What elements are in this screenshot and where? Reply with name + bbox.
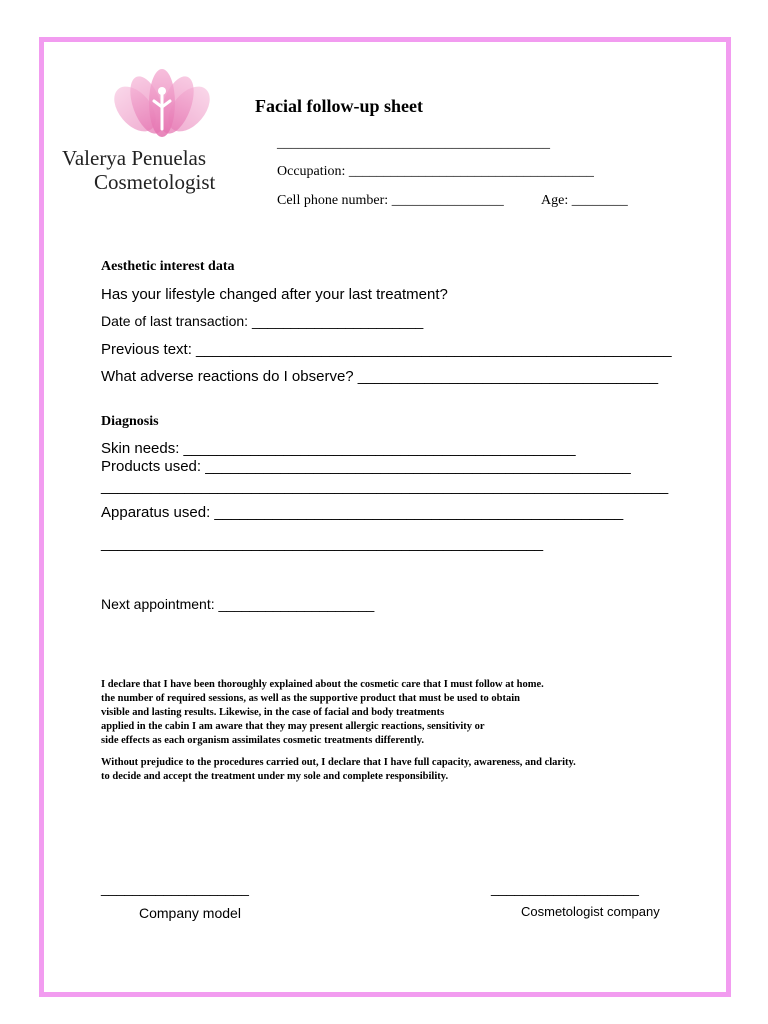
last-transaction-field[interactable]: Date of last transaction: ______________________ [101,313,424,329]
skin-needs-field[interactable]: Skin needs: _______________________________________________ [101,440,576,457]
aesthetic-heading: Aesthetic interest data [101,259,235,274]
name-field-line[interactable]: _______________________________________ [277,136,550,151]
logo [62,67,242,197]
declaration-line: side effects as each organism assimilates cosmetic treatments differently. [101,735,424,746]
occupation-field[interactable]: Occupation: ___________________________________ [277,164,594,179]
declaration-line: visible and lasting results. Likewise, in the case of facial and body treatments [101,707,445,718]
declaration-line: the number of required sessions, as well as the supportive product that must be used to obtain [101,693,520,704]
cosmetologist-company-label: Cosmetologist company [521,904,660,919]
declaration-line: applied in the cabin I am aware that they may present allergic reactions, sensitivity or [101,721,485,732]
declaration-paragraph-2 [101,756,576,784]
lotus-flower-icon [62,67,242,147]
products-extra-line[interactable]: ____________________________________________________________________ [101,478,669,495]
next-appointment-field[interactable]: Next appointment: ____________________ [101,596,375,612]
products-used-field[interactable]: Products used: ___________________________________________________ [101,458,631,475]
left-signature-line[interactable]: ___________________ [101,880,249,896]
company-model-label: Company model [139,905,241,921]
declaration-line: Without prejudice to the procedures carried out, I declare that I have full capacity, awareness, and clarity. [101,757,576,768]
adverse-reactions-field[interactable]: What adverse reactions do I observe? ____________________________________ [101,368,659,385]
logo-name-line1: Valerya Penuelas [62,146,207,170]
declaration-line: to decide and accept the treatment under my sole and complete responsibility. [101,771,449,782]
phone-field[interactable]: Cell phone number: ________________ [277,193,504,208]
declaration-paragraph-1 [101,678,544,748]
apparatus-extra-line[interactable]: _____________________________________________________ [101,535,544,552]
logo-name-line2: Cosmetologist [94,170,216,194]
diagnosis-heading: Diagnosis [101,414,159,429]
previous-text-field[interactable]: Previous text: _________________________________________________________ [101,341,672,358]
apparatus-used-field[interactable]: Apparatus used: _________________________________________________ [101,504,624,521]
lifestyle-question: Has your lifestyle changed after your last treatment? [101,286,448,303]
age-field[interactable]: Age: ________ [541,193,628,208]
declaration-line: I declare that I have been thoroughly explained about the cosmetic care that I must follow at home. [101,679,544,690]
right-signature-line[interactable]: ___________________ [491,880,639,896]
page-title: Facial follow-up sheet [255,96,423,116]
